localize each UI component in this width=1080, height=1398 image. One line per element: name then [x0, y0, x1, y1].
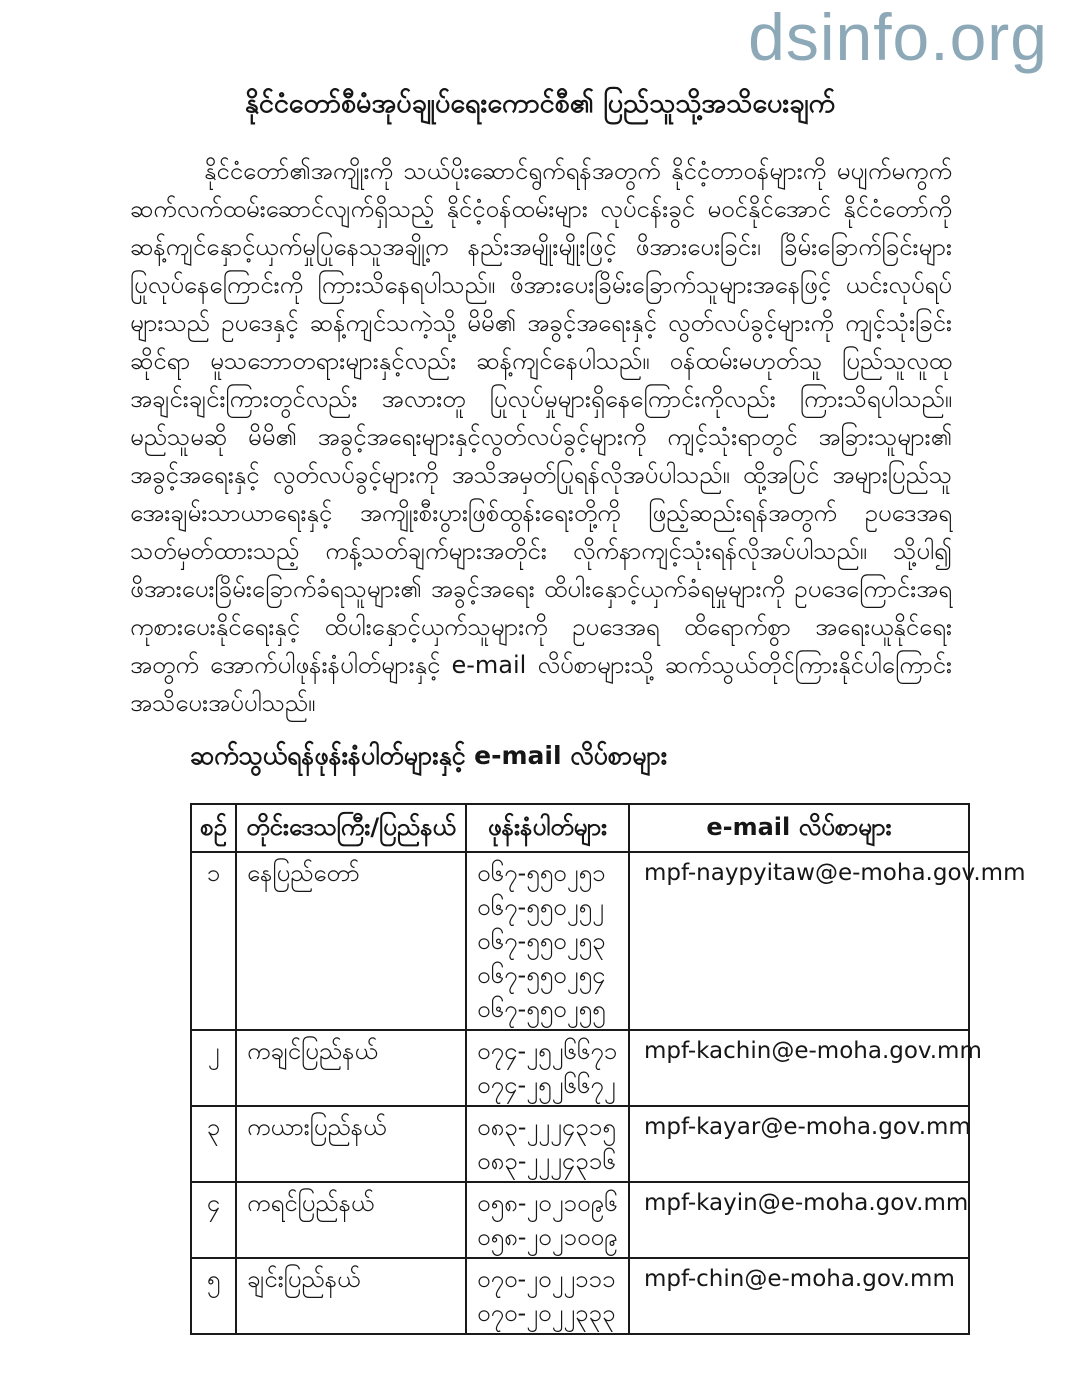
watermark-dsinfo: dsinfo.org [748, 0, 1048, 74]
phone-number: ၀၈၃-၂၂၂၄၃၁၆ [477, 1147, 616, 1175]
region-cell: ချင်းပြည်နယ် [236, 1258, 466, 1334]
table-row [191, 1182, 969, 1258]
phone-number: ၀၇၀-၂၀၂၂၃၃၃ [477, 1299, 616, 1327]
header-serial: စဉ် [191, 804, 236, 852]
serial-cell: ၅ [191, 1258, 236, 1334]
phones-cell [466, 1106, 629, 1182]
body-paragraph: နိုင်ငံတော်၏အကျိုးကို သယ်ပိုးဆောင်ရွက်ရန်အတွက် နိုင်ငံ့တာဝန်များကို မပျက်မကွက် ဆက်လက်ထမ်းဆောင်လျက်ရှိသည့် နိုင်ငံ့ဝန်ထမ်းများ လုပ်ငန်းခွင် မဝင်နိုင်အောင် နိုင်ငံတော်ကို ဆန့်ကျင်နှောင့်ယှက်မှုပြုနေသူအချို့က နည်းအမျိုးမျိုးဖြင့် ဖိအားပေးခြင်း၊ ခြိမ်းခြောက်ခြင်းများ ပြုလုပ်နေကြောင်းကို ကြားသိနေရပါသည်။ ဖိအားပေးခြိမ်းခြောက်သူများအနေဖြင့် ယင်းလုပ်ရပ်များသည် ဥပဒေနှင့် ဆန့်ကျင်သကဲ့သို့ မိမိ၏ အခွင့်အရေးနှင့် လွတ်လပ်ခွင့်များကို ကျင့်သုံးခြင်းဆိုင်ရာ မူသဘောတရားများနှင့်လည်း ဆန့်ကျင်နေပါသည်။ ဝန်ထမ်းမဟုတ်သူ ပြည်သူလူထု အချင်းချင်းကြားတွင်လည်း အလားတူ ပြုလုပ်မှုများရှိနေကြောင်းကိုလည်း ကြားသိရပါသည်။ မည်သူမဆို မိမိ၏ အခွင့်အရေးများနှင့်လွတ်လပ်ခွင့်များကို ကျင့်သုံးရာတွင် အခြားသူများ၏ အခွင့်အရေးနှင့် လွတ်လပ်ခွင့်များကို အသိအမှတ်ပြုရန်လိုအပ်ပါသည်။ ထို့အပြင် အများပြည်သူအေးချမ်းသာယာရေးနှင့် အကျိုးစီးပွားဖြစ်ထွန်းရေးတို့ကို ဖြည့်ဆည်းရန်အတွက် ဥပဒေအရ သတ်မှတ်ထားသည့် ကန့်သတ်ချက်များအတိုင်း လိုက်နာကျင့်သုံးရန်လိုအပ်ပါသည်။ သို့ပါ၍ ဖိအားပေးခြိမ်းခြောက်ခံရသူများ၏ အခွင့်အရေး ထိပါးနှောင့်ယှက်ခံရမှုများကို ဥပဒေကြောင်းအရ ကုစားပေးနိုင်ရေးနှင့် ထိပါးနှောင့်ယှက်သူများကို ဥပဒေအရ ထိရောက်စွာ အရေးယူနိုင်ရေးအတွက် အောက်ပါဖုန်းနံပါတ်များနှင့် e-mail လိပ်စာများသို့ ဆက်သွယ်တိုင်ကြားနိုင်ပါကြောင်းအသိပေးအပ်ပါသည်။ [130, 157, 952, 717]
table-row [191, 1030, 969, 1106]
phones-cell [466, 1258, 629, 1334]
header-email: e-mail လိပ်စာများ [629, 804, 969, 852]
contact-table [190, 803, 1026, 1335]
phones-cell [466, 1182, 629, 1258]
phones-cell [466, 1030, 629, 1106]
email-cell: mpf-chin@e-moha.gov.mm [629, 1258, 969, 1334]
email-cell: mpf-naypyitaw@e-moha.gov.mm [629, 852, 969, 1030]
table-row [191, 852, 969, 1030]
phone-number: ၀၇၀-၂၀၂၂၁၁၁ [477, 1265, 616, 1293]
phone-number: ၀၆၇-၅၅၀၂၅၄ [477, 961, 606, 989]
region-cell: ကရင်ပြည်နယ် [236, 1182, 466, 1258]
phones-cell [466, 852, 629, 1030]
phone-number: ၀၅၈-၂၀၂၁၀၀၉ [477, 1223, 618, 1251]
phone-number: ၀၆၇-၅၅၀၂၅၂ [477, 893, 604, 921]
phone-number: ၀၇၄-၂၅၂၆၆၇၁ [477, 1037, 618, 1065]
serial-cell: ၁ [191, 852, 236, 1030]
header-phones: ဖုန်းနံပါတ်များ [466, 804, 629, 852]
phone-number: ၀၅၈-၂၀၂၁၀၉၆ [477, 1189, 618, 1217]
contact-table-body [191, 852, 1026, 1334]
serial-cell: ၄ [191, 1182, 236, 1258]
phone-number: ၀၆၇-၅၅၀၂၅၅ [477, 995, 606, 1023]
region-cell: နေပြည်တော် [236, 852, 466, 1030]
table-row [191, 1106, 969, 1182]
email-cell: mpf-kayar@e-moha.gov.mm [629, 1106, 969, 1182]
region-cell: ကယားပြည်နယ် [236, 1106, 466, 1182]
section-heading-contacts: ဆက်သွယ်ရန်ဖုန်းနံပါတ်များနှင့် e-mail လိပ်စာများ [190, 741, 668, 770]
phone-number: ၀၈၃-၂၂၂၄၃၁၅ [477, 1113, 616, 1141]
region-cell: ကချင်ပြည်နယ် [236, 1030, 466, 1106]
phone-number: ၀၇၄-၂၅၂၆၆၇၂ [477, 1071, 616, 1099]
email-cell: mpf-kayin@e-moha.gov.mm [629, 1182, 969, 1258]
table-row [191, 1258, 969, 1334]
serial-cell: ၂ [191, 1030, 236, 1106]
header-region: တိုင်းဒေသကြီး/ပြည်နယ် [236, 804, 466, 852]
table-header-row [191, 804, 969, 852]
phone-number: ၀၆၇-၅၅၀၂၅၃ [477, 927, 606, 955]
phone-number: ၀၆၇-၅၅၀၂၅၁ [477, 859, 606, 887]
email-cell: mpf-kachin@e-moha.gov.mm [629, 1030, 969, 1106]
page-title: နိုင်ငံတော်စီမံအုပ်ချုပ်ရေးကောင်စီ၏ ပြည်သူသို့အသိပေးချက် [244, 88, 836, 119]
serial-cell: ၃ [191, 1106, 236, 1182]
